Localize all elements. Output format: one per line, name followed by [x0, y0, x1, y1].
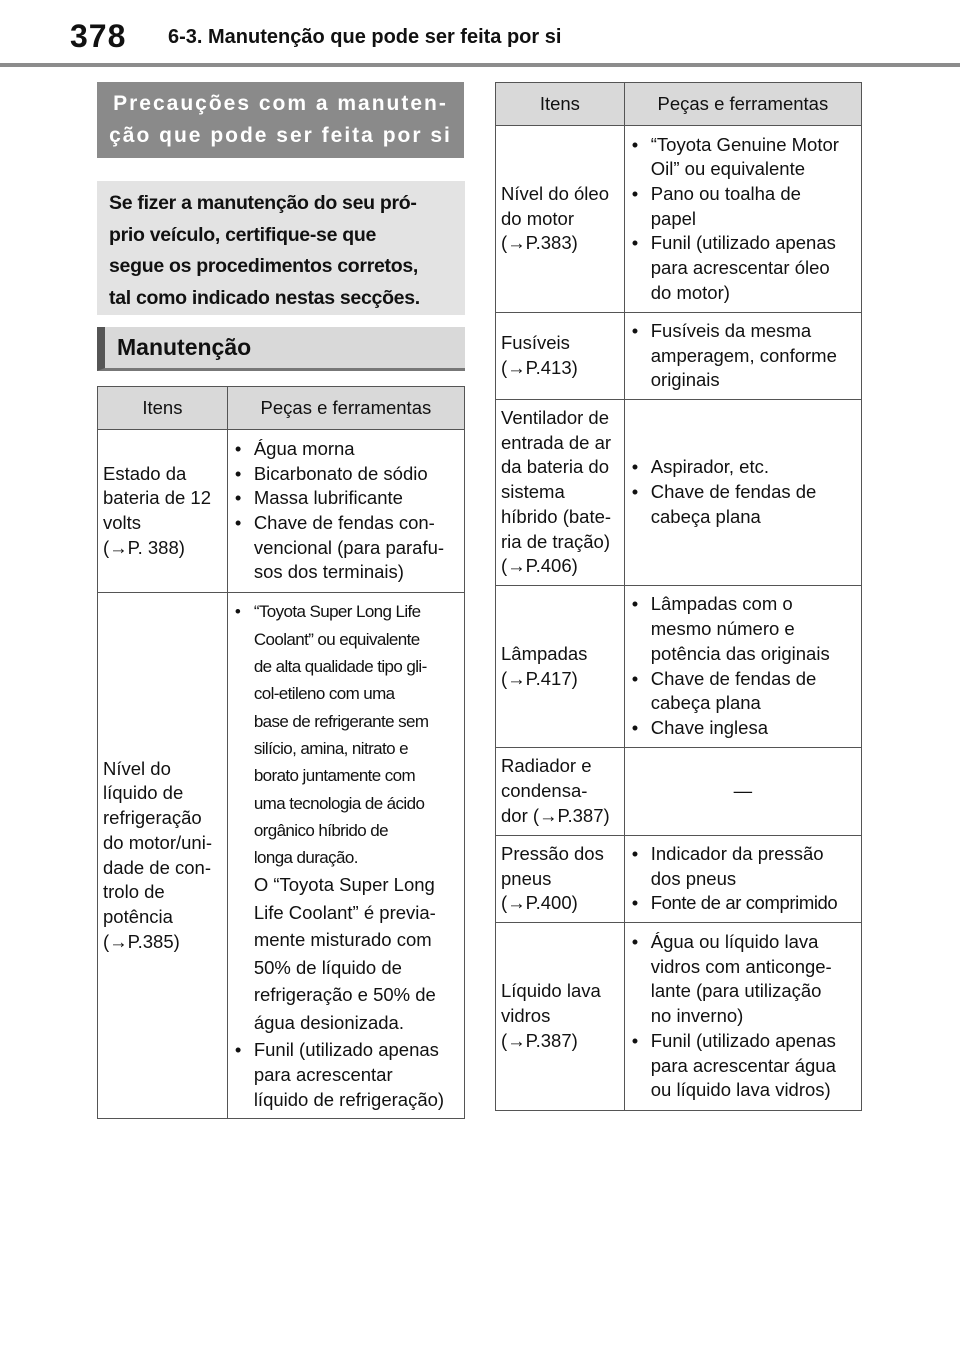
part-line: • Água morna: [253, 437, 355, 459]
parts-cell: [624, 586, 861, 748]
part-line: originais: [650, 369, 720, 391]
part-line: • Aspirador, etc.: [650, 456, 770, 478]
part-line: papel: [650, 207, 697, 229]
item-line: ria de tração): [501, 530, 610, 552]
part-line: uma tecnologia de ácido: [253, 793, 425, 813]
part-line: cabeça plana: [650, 505, 761, 527]
table-row: [496, 586, 862, 748]
part-line: • Bicarbonato de sódio: [253, 462, 428, 484]
part-line: do motor): [650, 281, 730, 303]
item-line: (→P.387): [501, 1029, 578, 1051]
part-line: para acrescentar óleo: [650, 257, 830, 279]
maintenance-table-right: [495, 82, 862, 1111]
part-line: sos dos terminais): [253, 561, 404, 583]
list-item: [631, 667, 857, 716]
list-item: [631, 231, 857, 305]
list-item: [631, 182, 857, 231]
part-line: orgânico híbrido de: [253, 820, 388, 840]
precautions-heading-line: ção que pode ser feita por si: [109, 124, 452, 147]
list-item: [631, 716, 857, 741]
part-line: • Fonte de ar comprimido: [650, 892, 838, 914]
item-line: Ventilador de: [501, 407, 610, 429]
item-line: líquido de: [103, 782, 184, 804]
section-title: 6-3. Manutenção que pode ser feita por si: [168, 26, 562, 48]
list-item: [631, 455, 857, 480]
list-item: [631, 1029, 857, 1103]
parts-cell: [624, 400, 861, 586]
item-line: Estado da: [103, 462, 187, 484]
part-line: vencional (para parafu-: [253, 536, 445, 558]
list-item: [631, 891, 857, 916]
part-line: refrigeração e 50% de: [253, 984, 436, 1006]
part-line: cabeça plana: [650, 692, 761, 714]
item-cell: [496, 400, 625, 586]
item-line: (→P.417): [501, 667, 578, 689]
item-line: vidros: [501, 1005, 551, 1027]
note-line: segue os procedimentos corretos,: [109, 255, 418, 277]
list-item: [234, 511, 460, 585]
parts-cell: [227, 593, 464, 1119]
table-row: [496, 748, 862, 836]
maintenance-table-left: [97, 386, 465, 1119]
part-line: para acrescentar: [253, 1064, 393, 1086]
part-line: • Indicador da pressão: [650, 842, 824, 864]
note-line: tal como indicado nestas secções.: [109, 286, 420, 309]
part-line: Life Coolant” é previa-: [253, 901, 436, 923]
part-line: ou líquido lava vidros): [650, 1079, 831, 1101]
column-header-items: Itens: [496, 83, 625, 126]
part-line: de alta qualidade tipo gli-: [253, 657, 427, 677]
part-line: potência das originais: [650, 642, 830, 664]
coolant-note: [234, 871, 460, 1036]
list-item: [234, 598, 460, 871]
column-header-items: Itens: [98, 387, 228, 430]
maintenance-heading: Manutenção: [97, 327, 465, 371]
part-line: • Água ou líquido lava: [650, 931, 819, 953]
note-line: prio veículo, certifique-se que: [109, 223, 377, 246]
precautions-heading-line: Precauções com a manuten-: [113, 92, 448, 115]
parts-cell: [624, 313, 861, 400]
item-line: dor (→P.387): [501, 804, 610, 826]
table-row: [98, 593, 465, 1119]
item-line: (→P.406): [501, 555, 578, 577]
part-line: • Massa lubrificante: [253, 487, 403, 509]
item-line: Radiador e: [501, 755, 592, 777]
table-header-row: [496, 83, 862, 126]
parts-cell: [227, 430, 464, 593]
table-row: [496, 313, 862, 400]
item-line: (→P.383): [501, 232, 578, 254]
part-line: • Funil (utilizado apenas: [253, 1039, 439, 1061]
list-item: [631, 319, 857, 393]
part-line: • Pano ou toalha de: [650, 182, 801, 204]
parts-cell: [624, 126, 861, 313]
part-line: borato juntamente com: [253, 766, 416, 786]
table-row: [496, 836, 862, 923]
part-line: longa duração.: [253, 848, 358, 868]
item-line: volts: [103, 512, 142, 533]
item-line: pneus: [501, 867, 552, 889]
list-item: [631, 592, 857, 666]
part-line: Oil” ou equivalente: [650, 158, 806, 180]
item-line: do motor/uni-: [103, 831, 212, 853]
part-line: • Funil (utilizado apenas: [650, 232, 836, 254]
item-line: entrada de ar: [501, 431, 612, 453]
item-cell: [496, 586, 625, 748]
item-line: Nível do óleo: [501, 182, 609, 204]
dash-mark: —: [733, 780, 753, 802]
part-line: amperagem, conforme: [650, 344, 837, 366]
list-item: [234, 462, 460, 487]
item-line: sistema: [501, 481, 565, 503]
list-item: [234, 486, 460, 511]
part-line: mesmo número e: [650, 618, 795, 640]
part-line: 50% de líquido de: [253, 956, 402, 978]
part-line: no inverno): [650, 1005, 744, 1027]
part-line: dos pneus: [650, 867, 737, 889]
list-item: [234, 1038, 460, 1112]
table-row: [496, 400, 862, 586]
part-line: lante (para utilização: [650, 980, 822, 1002]
part-line: • Funil (utilizado apenas: [650, 1029, 836, 1051]
item-line: do motor: [501, 207, 575, 229]
part-line: base de refrigerante sem: [253, 711, 429, 731]
item-line: Líquido lava: [501, 980, 601, 1002]
part-line: • Chave de fendas de: [650, 667, 817, 689]
item-line: híbrido (bate-: [501, 505, 612, 527]
item-line: Nível do: [103, 757, 171, 779]
precautions-heading: [97, 82, 464, 158]
table-row: [496, 126, 862, 313]
parts-cell-empty: [624, 748, 861, 836]
list-item: [631, 930, 857, 1029]
part-line: • Chave de fendas de: [650, 481, 817, 503]
item-line: (→P.400): [501, 892, 578, 914]
precautions-note: [97, 181, 465, 315]
part-line: para acrescentar água: [650, 1054, 836, 1076]
item-line: trolo de: [103, 881, 165, 903]
item-line: (→P. 388): [103, 536, 185, 558]
item-line: da bateria do: [501, 456, 610, 478]
item-cell: [496, 126, 625, 313]
parts-cell: [624, 836, 861, 923]
part-line: silício, amina, nitrato e: [253, 738, 408, 758]
note-line: Se fizer a manutenção do seu pró-: [109, 192, 417, 214]
item-cell: [98, 593, 228, 1119]
column-header-parts: Peças e ferramentas: [624, 83, 861, 126]
item-line: bateria de 12: [103, 487, 212, 509]
item-line: Lâmpadas: [501, 642, 588, 664]
list-item: [631, 842, 857, 891]
part-line: • Lâmpadas com o: [650, 593, 793, 615]
table-row: [98, 430, 465, 593]
item-line: potência: [103, 905, 173, 927]
part-line: água desionizada.: [253, 1011, 404, 1033]
part-line: mente misturado com: [253, 929, 432, 951]
list-item: [234, 437, 460, 462]
list-item: [631, 133, 857, 182]
table-row: [496, 923, 862, 1111]
part-line: col-etileno com uma: [253, 684, 395, 704]
part-line: • Fusíveis da mesma: [650, 319, 812, 341]
parts-cell: [624, 923, 861, 1111]
part-line: Coolant” ou equivalente: [253, 629, 420, 649]
item-line: (→P.413): [501, 357, 578, 378]
item-line: Fusíveis: [501, 332, 570, 354]
item-line: dade de con-: [103, 856, 212, 878]
list-item: [631, 480, 857, 529]
item-cell: [496, 748, 625, 836]
page-number: 378: [70, 18, 127, 54]
header-rule: [0, 63, 960, 67]
item-line: Pressão dos: [501, 842, 604, 864]
part-line: • “Toyota Super Long Life: [253, 602, 421, 622]
part-line: vidros com anticonge-: [650, 955, 832, 977]
item-cell: [496, 923, 625, 1111]
part-line: líquido de refrigeração): [253, 1088, 445, 1110]
item-cell: [98, 430, 228, 593]
table-header-row: [98, 387, 465, 430]
item-cell: [496, 313, 625, 400]
part-line: • Chave de fendas con-: [253, 512, 435, 533]
item-line: refrigeração: [103, 807, 202, 829]
part-line: • Chave inglesa: [650, 716, 768, 738]
page-header: [0, 0, 960, 66]
column-header-parts: Peças e ferramentas: [227, 387, 464, 430]
part-line: O “Toyota Super Long: [253, 874, 435, 896]
item-line: condensa-: [501, 780, 588, 802]
item-cell: [496, 836, 625, 923]
item-line: (→P.385): [103, 930, 180, 952]
part-line: • “Toyota Genuine Motor: [650, 133, 839, 155]
